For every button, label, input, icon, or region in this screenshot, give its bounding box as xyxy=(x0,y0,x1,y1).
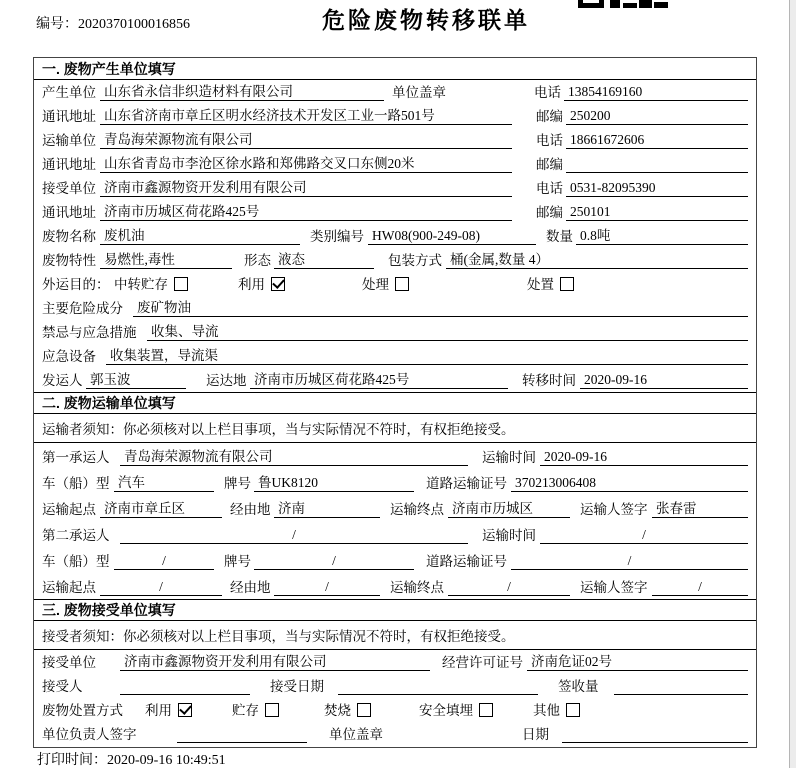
form-row-recipient xyxy=(34,674,756,698)
form-row-waste-name xyxy=(34,224,756,248)
quantity-field: 0.8吨 xyxy=(576,224,748,245)
receive-date-label: 接受日期 xyxy=(270,679,324,694)
transfer-date-label: 转移时间 xyxy=(522,373,576,388)
waste-name-field: 废机油 xyxy=(100,224,300,245)
equipment-field: 收集装置，导流渠 xyxy=(106,344,748,365)
license1-field: 370213006408 xyxy=(511,475,748,492)
date-label: 日期 xyxy=(522,727,549,742)
via1-label: 经由地 xyxy=(230,502,271,517)
zip1-field: 250200 xyxy=(566,108,748,125)
form-row-route1 xyxy=(34,495,756,521)
property-field: 易燃性,毒性 xyxy=(100,248,232,269)
sign1-label: 运输人签字 xyxy=(580,502,648,517)
checkbox-disposal-landfill xyxy=(479,703,493,717)
checkbox-disposal-other xyxy=(566,703,580,717)
form-row-property xyxy=(34,248,756,272)
disposal-option-utilize-label: 利用 xyxy=(145,703,172,718)
consignor-label: 发运人 xyxy=(42,373,83,388)
category-field: HW08(900-249-08) xyxy=(368,228,536,245)
checkbox-purpose-transfer-storage xyxy=(174,277,188,291)
end1-field: 济南市历城区 xyxy=(448,497,570,518)
form-row-generator xyxy=(34,80,756,104)
generator-field: 山东省永信非织造材料有限公司 xyxy=(100,80,384,101)
phone3-field: 0531-82095390 xyxy=(566,180,748,197)
zip3-field: 250101 xyxy=(566,204,748,221)
form-row-address2 xyxy=(34,152,756,176)
transfer-date-field: 2020-09-16 xyxy=(580,372,748,389)
receive-unit-label: 接受单位 xyxy=(42,655,96,670)
phone2-field: 18661672606 xyxy=(566,132,748,149)
vehicle2-field: / xyxy=(114,553,214,570)
time1-label: 运输时间 xyxy=(482,450,536,465)
address1-label: 通讯地址 xyxy=(42,109,96,124)
checkbox-disposal-store xyxy=(265,703,279,717)
form-row-transporter xyxy=(34,128,756,152)
plate1-field: 鲁UK8120 xyxy=(254,471,414,492)
address3-field: 济南市历城区荷花路425号 xyxy=(100,200,512,221)
via1-field: 济南 xyxy=(274,497,380,518)
receiver-label: 接受单位 xyxy=(42,181,96,196)
time1-field: 2020-09-16 xyxy=(540,449,748,466)
operating-license-field: 济南危证02号 xyxy=(527,650,748,671)
doc-number-label: 编号： xyxy=(36,17,78,32)
address1-field: 山东省济南市章丘区明水经济技术开发区工业一路501号 xyxy=(100,104,512,125)
via2-label: 经由地 xyxy=(230,580,271,595)
disposal-option-incinerate-label: 焚烧 xyxy=(324,703,351,718)
disposal-label: 废物处置方式 xyxy=(42,703,123,718)
form-row-address1 xyxy=(34,104,756,128)
form-row-carrier2 xyxy=(34,521,756,547)
zip3-label: 邮编 xyxy=(536,205,563,220)
hazard-label: 主要危险成分 xyxy=(42,301,123,316)
equipment-label: 应急设备 xyxy=(42,349,96,364)
destination-field: 济南市历城区荷花路425号 xyxy=(250,368,508,389)
license1-label: 道路运输证号 xyxy=(426,476,507,491)
section3-notice: 接受者须知：你必须核对以上栏目事项，当与实际情况不符时，有权拒绝接受。 xyxy=(34,621,756,650)
section2-header: 二. 废物运输单位填写 xyxy=(34,392,756,414)
destination-label: 运达地 xyxy=(206,373,247,388)
received-qty-label: 签收量 xyxy=(558,679,599,694)
page-title: 危险废物转移联单 xyxy=(322,7,530,33)
property-label: 废物特性 xyxy=(42,253,96,268)
form-row-purpose xyxy=(34,272,756,296)
page-edge xyxy=(789,0,796,768)
form-row-vehicle2 xyxy=(34,547,756,573)
taboo-field: 收集、导流 xyxy=(147,320,748,341)
operating-license-label: 经营许可证号 xyxy=(442,655,523,670)
packing-field: 桶(金属,数量 4） xyxy=(446,248,748,269)
recipient-field xyxy=(120,694,250,695)
seal-label: 单位盖章 xyxy=(392,85,446,100)
carrier2-label: 第二承运人 xyxy=(42,528,110,543)
receive-unit-field: 济南市鑫源物资开发利用有限公司 xyxy=(120,650,430,671)
transporter-label: 运输单位 xyxy=(42,133,96,148)
date-field xyxy=(562,742,748,743)
print-time-label: 打印时间： xyxy=(37,753,107,768)
plate2-field: / xyxy=(254,553,414,570)
doc-number-value: 2020370100016856 xyxy=(78,17,190,32)
sign1-field: 张春雷 xyxy=(652,497,748,518)
receiver-field: 济南市鑫源物资开发利用有限公司 xyxy=(100,176,512,197)
print-time xyxy=(37,749,226,768)
disposal-option-other-label: 其他 xyxy=(533,703,560,718)
purpose-option-dispose-label: 处置 xyxy=(527,277,554,292)
checkbox-purpose-dispose xyxy=(560,277,574,291)
address2-field: 山东省青岛市李沧区徐水路和郑佛路交叉口东侧20米 xyxy=(100,152,512,173)
disposal-option-store-label: 贮存 xyxy=(232,703,259,718)
checkbox-disposal-incinerate xyxy=(357,703,371,717)
receive-date-field xyxy=(338,694,538,695)
carrier1-label: 第一承运人 xyxy=(42,450,110,465)
section2-notice: 运输者须知：你必须核对以上栏目事项，当与实际情况不符时，有权拒绝接受。 xyxy=(34,414,756,443)
form-row-equipment xyxy=(34,344,756,368)
print-time-value: 2020-09-16 10:49:51 xyxy=(107,753,226,768)
phone2-label: 电话 xyxy=(536,133,563,148)
license2-field: / xyxy=(511,553,748,570)
phone1-field: 13854169160 xyxy=(564,84,748,101)
waste-name-label: 废物名称 xyxy=(42,229,96,244)
carrier1-field: 青岛海荣源物流有限公司 xyxy=(120,445,468,466)
address2-label: 通讯地址 xyxy=(42,157,96,172)
phone1-label: 电话 xyxy=(534,85,561,100)
sign2-label: 运输人签字 xyxy=(580,580,648,595)
phone3-label: 电话 xyxy=(536,181,563,196)
origin1-field: 济南市章丘区 xyxy=(100,497,222,518)
generator-label: 产生单位 xyxy=(42,85,96,100)
origin2-label: 运输起点 xyxy=(42,580,96,595)
plate2-label: 牌号 xyxy=(224,554,251,569)
sign2-field: / xyxy=(652,579,748,596)
form-row-taboo xyxy=(34,320,756,344)
manifest-table xyxy=(33,57,757,748)
received-qty-field xyxy=(614,694,748,695)
zip1-label: 邮编 xyxy=(536,109,563,124)
address3-label: 通讯地址 xyxy=(42,205,96,220)
form-row-disposal xyxy=(34,698,756,722)
vehicle2-label: 车（船）型 xyxy=(42,554,110,569)
license2-label: 道路运输证号 xyxy=(426,554,507,569)
purpose-option-treat-label: 处理 xyxy=(362,277,389,292)
qr-code-partial-icon xyxy=(578,0,674,9)
recipient-label: 接受人 xyxy=(42,679,83,694)
form-row-hazard xyxy=(34,296,756,320)
checkbox-disposal-utilize xyxy=(178,703,192,717)
carrier2-field: / xyxy=(120,527,468,544)
form-row-receiver xyxy=(34,176,756,200)
category-label: 类别编号 xyxy=(310,229,364,244)
form-row-receive-unit xyxy=(34,650,756,674)
purpose-option-transfer-storage-label: 中转贮存 xyxy=(114,277,168,292)
unit-seal-label: 单位盖章 xyxy=(329,727,383,742)
origin1-label: 运输起点 xyxy=(42,502,96,517)
zip2-label: 邮编 xyxy=(536,157,563,172)
hazard-field: 废矿物油 xyxy=(133,296,748,317)
origin2-field: / xyxy=(100,579,222,596)
head-sign-label: 单位负责人签字 xyxy=(42,727,137,742)
disposal-option-landfill-label: 安全填埋 xyxy=(419,703,473,718)
head-sign-field xyxy=(177,742,307,743)
end1-label: 运输终点 xyxy=(390,502,444,517)
form-row-head-sign xyxy=(34,722,756,746)
time2-label: 运输时间 xyxy=(482,528,536,543)
form-row-address3 xyxy=(34,200,756,224)
vehicle1-field: 汽车 xyxy=(114,471,214,492)
form-row-vehicle1 xyxy=(34,469,756,495)
consignor-field: 郭玉波 xyxy=(86,368,186,389)
end2-field: / xyxy=(448,579,570,596)
vehicle1-label: 车（船）型 xyxy=(42,476,110,491)
via2-field: / xyxy=(274,579,380,596)
section1-header: 一. 废物产生单位填写 xyxy=(34,58,756,80)
packing-label: 包装方式 xyxy=(388,253,442,268)
form-row-route2 xyxy=(34,573,756,599)
form-label: 形态 xyxy=(244,253,271,268)
doc-number xyxy=(36,13,190,33)
taboo-label: 禁忌与应急措施 xyxy=(42,325,137,340)
quantity-label: 数量 xyxy=(546,229,573,244)
form-row-consignor xyxy=(34,368,756,392)
form-row-carrier1 xyxy=(34,443,756,469)
plate1-label: 牌号 xyxy=(224,476,251,491)
end2-label: 运输终点 xyxy=(390,580,444,595)
time2-field: / xyxy=(540,527,748,544)
form-field: 液态 xyxy=(274,248,374,269)
section3-header: 三. 废物接受单位填写 xyxy=(34,599,756,621)
checkbox-purpose-treat xyxy=(395,277,409,291)
zip2-field xyxy=(566,172,748,173)
checkbox-purpose-utilize xyxy=(271,277,285,291)
transporter-field: 青岛海荣源物流有限公司 xyxy=(100,128,512,149)
purpose-label: 外运目的： xyxy=(42,277,110,292)
purpose-option-utilize-label: 利用 xyxy=(238,277,265,292)
